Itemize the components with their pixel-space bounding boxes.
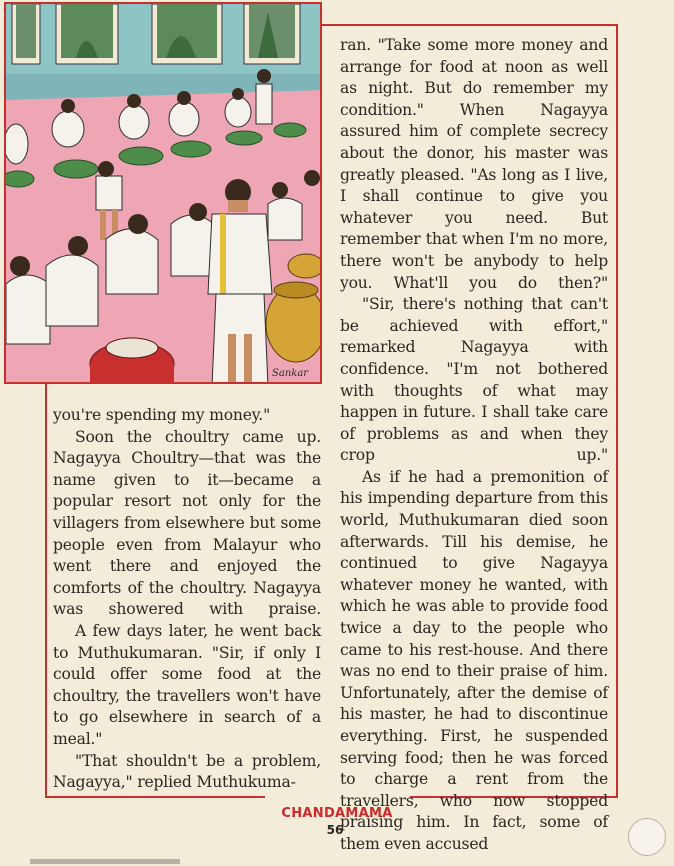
frame-right-line — [616, 24, 618, 798]
left-paragraph-4: "That shouldn't be a problem, Nagayya," replied Muthukuma- — [53, 751, 321, 792]
library-stamp-icon — [628, 818, 666, 856]
window-3 — [152, 4, 222, 64]
left-paragraph-3: A few days later, he went back to Muthukumaran. "Sir, if only I could offer some food at the choultry, the travellers won't have to go elsewhere in search of a meal." — [53, 621, 321, 748]
window-4 — [244, 4, 300, 64]
frame-top-line — [322, 24, 618, 26]
choultry-dining-illustration — [4, 2, 322, 384]
left-paragraph-1: you're spending my money." — [53, 406, 271, 424]
right-paragraph-3: As if he had a premonition of his impending departure from this world, Muthukumaran died soon afterwards. Till his demise, he continued to give Nagayya whatever money he wanted, with which he was able to provide food twice a day to the people who came to his rest-house. And there was no end to their praise of him. Unfortunately, after the demise of his master, he had to discontinue everything. First, he suspended serving food; then he was forced to charge a rent from the travellers, who now stopped praising him. In fact, some of them even accused — [340, 467, 608, 853]
left-paragraph-2: Soon the choultry came up. Nagayya Choultry—that was the name given to it—became a popular resort not only for the villagers from elsewhere but some people even from Malayur who went there and enjoyed the comforts of the choultry. Nagayya was showered with praise. — [53, 427, 321, 619]
right-paragraph-1: ran. "Take some more money and arrange for food at noon as well as night. But do remember my condition." When Nagayya assured him of complete secrecy about the donor, his master was greatly pleased. "As long as I live, I shall continue to give you whatever you need. But remember that when I'm no more, there won't be anybody to help you. What'll you do then?" — [340, 36, 608, 292]
right-column — [340, 35, 608, 856]
page-number: 56 — [326, 823, 344, 837]
illustration-art — [6, 4, 322, 384]
window-1 — [12, 4, 40, 64]
magazine-brand: CHANDAMAMA — [281, 806, 393, 821]
print-smudge — [30, 857, 180, 866]
frame-left-line — [45, 384, 47, 798]
window-2 — [56, 4, 118, 64]
artist-signature: Sankar — [272, 368, 309, 379]
left-column — [53, 405, 321, 794]
right-paragraph-2: "Sir, there's nothing that can't be achieved with effort," remarked Nagayya with confidence. "I'm not bothered with thoughts of what may happen in future. I shall take care of problems as and when they crop up." — [340, 295, 608, 465]
frame-bottom-left-line — [45, 796, 265, 798]
